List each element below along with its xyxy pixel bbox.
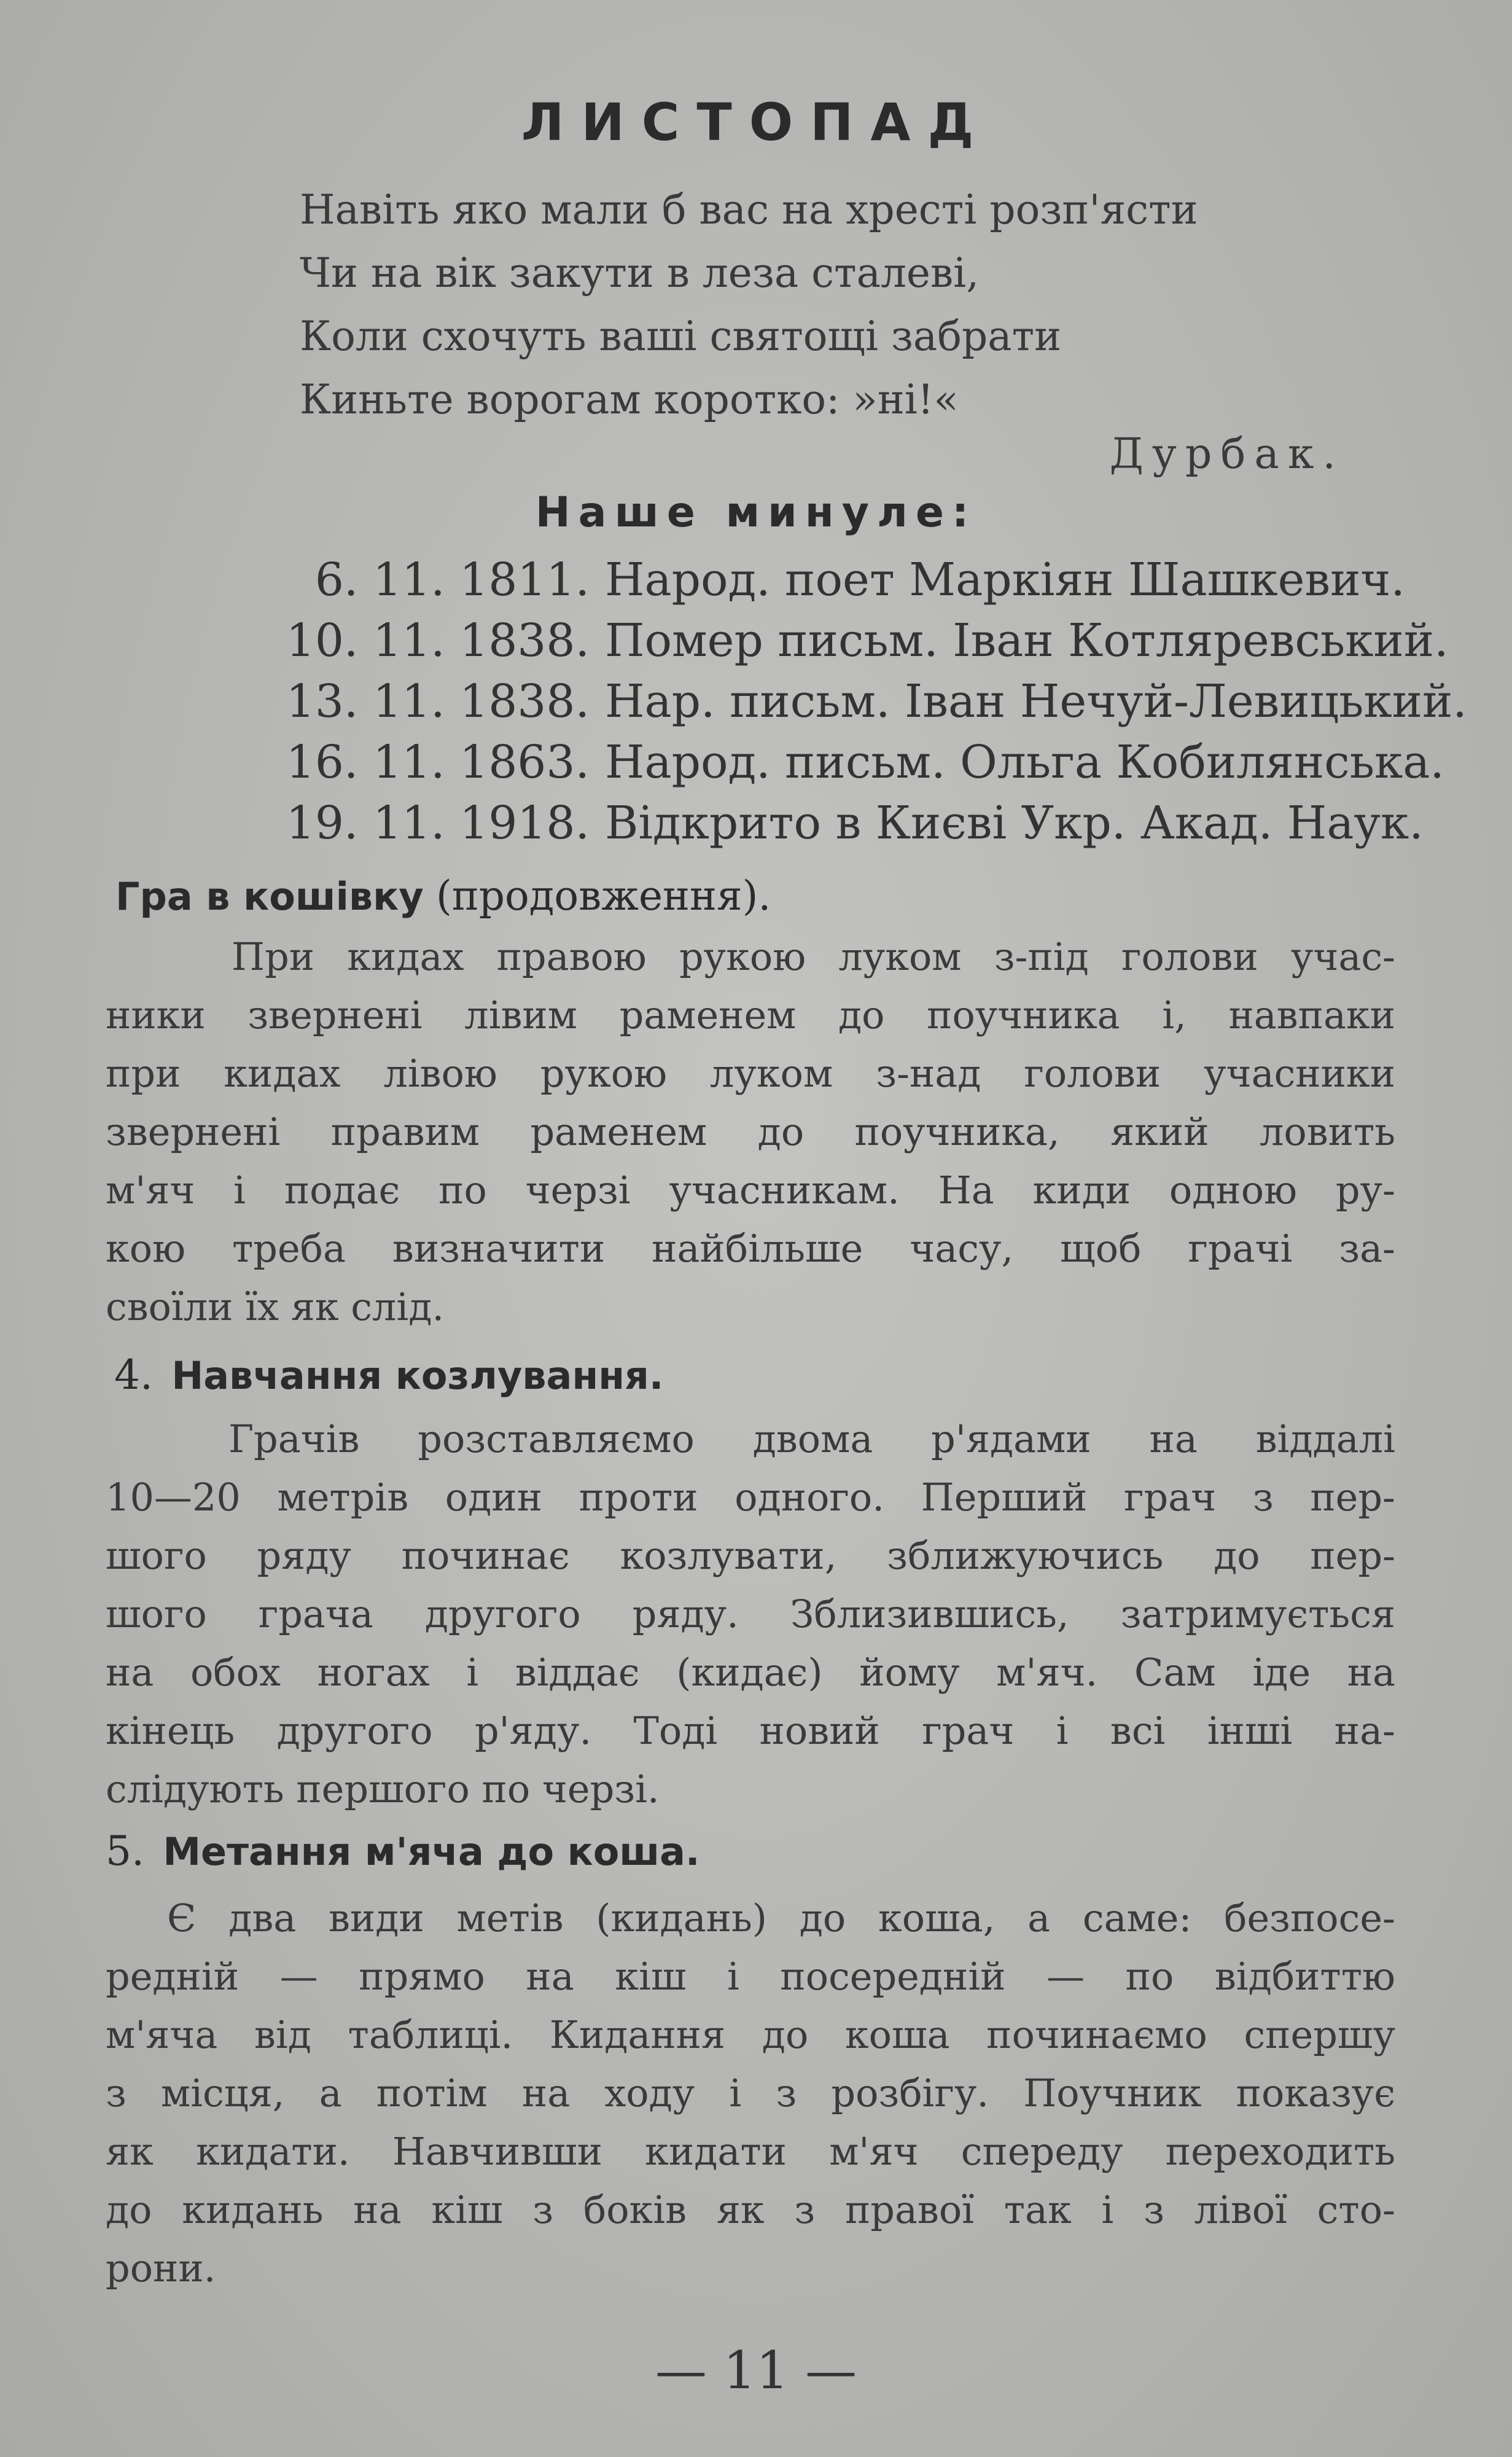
paragraph-line: кою треба визначити найбільше часу, щоб грачі за- (106, 1226, 1395, 1271)
paragraph-line: своїли їх як слід. (106, 1284, 445, 1329)
history-text: Помер письм. Іван Котляревський. (605, 614, 1449, 667)
paragraph-line: м'яч і подає по черзі учасникам. На киди одною ру- (106, 1168, 1395, 1213)
history-item (209, 550, 1467, 611)
paragraph-line: слідують першого по черзі. (106, 1767, 660, 1811)
paragraph-line: кінець другого р'яду. Тоді новий грач і всі інші на- (106, 1708, 1395, 1753)
paragraph-line: При кидах правою рукою луком з-під голови учас- (232, 934, 1395, 979)
history-date: 16. 11. 1863. (286, 736, 590, 789)
section-number: 5. (106, 1827, 144, 1875)
paragraph-line: як кидати. Навчивши кидати м'яч спереду переходить (106, 2129, 1395, 2174)
section-paragraph (106, 1889, 1395, 2297)
history-text: Народ. поет Маркіян Шашкевич. (605, 553, 1405, 606)
history-date: 13. 11. 1838. (286, 675, 590, 728)
paragraph-line: 10—20 метрів один проти одного. Перший грач з пер- (106, 1475, 1395, 1520)
history-item (209, 793, 1467, 854)
history-text: Нар. письм. Іван Нечуй-Левицький. (605, 675, 1467, 728)
paragraph-line: до кидань на кіш з боків як з правої так і з лівої сто- (106, 2187, 1395, 2232)
section-number: 4. (114, 1351, 153, 1399)
history-heading: Наше минуле: (535, 488, 977, 537)
section-paragraph (106, 1410, 1395, 1818)
poem-author: Дурбак. (1109, 430, 1344, 479)
paragraph-line: на обох ногах і віддає (кидає) йому м'яч. Сам іде на (106, 1650, 1395, 1695)
section-title: Метання м'яча до коша. (163, 1829, 700, 1874)
section-paragraph (106, 928, 1395, 1336)
history-text: Відкрито в Києві Укр. Акад. Наук. (605, 797, 1424, 850)
paragraph-line: ники звернені лівим раменем до поучника і, навпаки (106, 993, 1395, 1037)
epigraph-poem (300, 178, 1198, 431)
page-title: ЛИСТОПАД (521, 92, 991, 152)
history-item (209, 671, 1467, 732)
paragraph-line: редній — прямо на кіш і посередній — по відбиттю (106, 1954, 1395, 1999)
poem-line: Чи на вік закути в леза сталеві, (300, 249, 980, 297)
section-suffix: (продовження). (435, 872, 771, 920)
page-number: — 11 — (655, 2340, 857, 2400)
history-item (209, 611, 1467, 671)
paragraph-line: шого грача другого ряду. Зблизившись, затримується (106, 1592, 1395, 1636)
section-title: Гра в кошівку (115, 874, 424, 919)
history-list (209, 550, 1467, 854)
paragraph-line: звернені правим раменем до поучника, який ловить (106, 1109, 1395, 1154)
paragraph-line: шого ряду починає козлувати, зближуючись до пер- (106, 1533, 1395, 1578)
poem-line: Навіть яко мали б вас на хресті розп'ясти (300, 186, 1198, 233)
history-date: 10. 11. 1838. (286, 614, 590, 667)
paragraph-line: з місця, а потім на ходу і з розбігу. Поучник показує (106, 2071, 1395, 2115)
history-date: 6. 11. 1811. (314, 553, 590, 606)
paragraph-line: при кидах лівою рукою луком з-над голови учасники (106, 1051, 1395, 1096)
section-title: Навчання козлування. (171, 1353, 664, 1398)
history-date: 19. 11. 1918. (286, 797, 590, 850)
paragraph-line: Грачів розставляємо двома р'ядами на віддалі (228, 1416, 1395, 1461)
section-heading (115, 872, 771, 920)
poem-line: Киньте ворогам коротко: »ні!« (300, 376, 959, 423)
poem-line: Коли схочуть ваші святощі забрати (300, 313, 1062, 360)
history-item (209, 732, 1467, 793)
paragraph-line: м'яча від таблиці. Кидання до коша починаємо спершу (106, 2012, 1395, 2057)
paragraph-line: Є два види метів (кидань) до коша, а саме: безпосе- (167, 1896, 1395, 1940)
section-heading (106, 1827, 700, 1875)
paragraph-line: рони. (106, 2246, 216, 2291)
history-text: Народ. письм. Ольга Кобилянська. (605, 736, 1444, 789)
section-heading (114, 1351, 663, 1399)
